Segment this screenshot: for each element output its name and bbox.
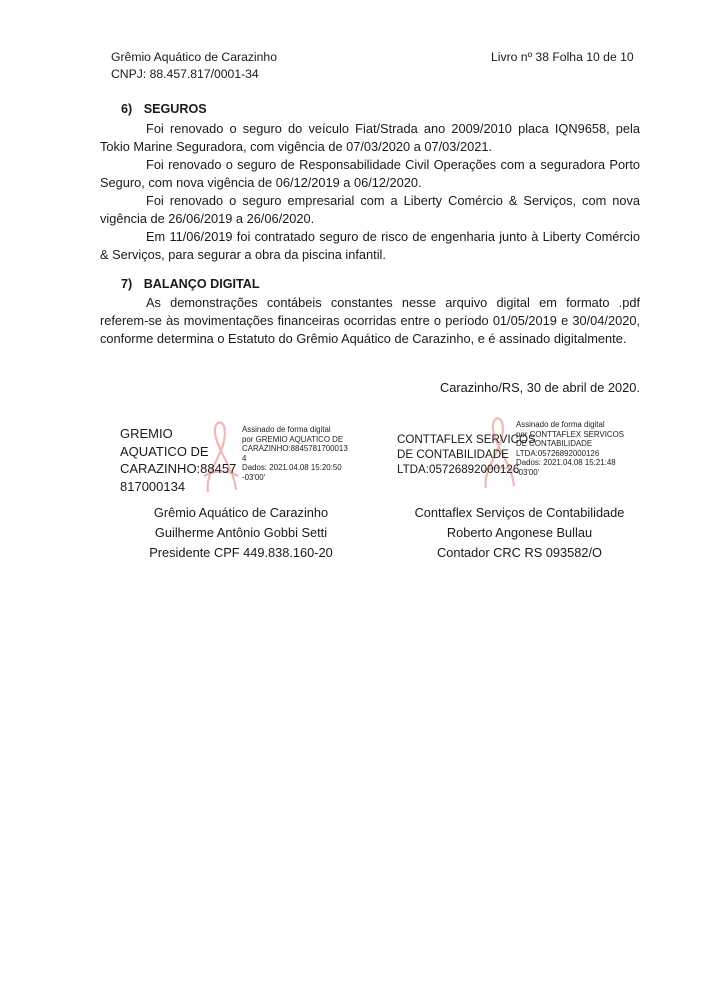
signature-right-name-line: LTDA:05726892000126 bbox=[397, 463, 520, 477]
signature-right-name bbox=[397, 432, 536, 478]
section-7-number: 7) bbox=[121, 277, 133, 291]
section-7-paragraph: As demonstrações contábeis constantes nesse arquivo digital em formato .pdf referem-se às movimentações financeiras ocorridas entre o período 01/05/2019 e 30/04/2020, conforme determina o Estatuto do Grêmio Aquático de Carazinho, e é assinado digitalmente. bbox=[100, 295, 640, 347]
signer-left-line: Grêmio Aquático de Carazinho bbox=[153, 505, 329, 520]
signer-left-line: Guilherme Antônio Gobbi Setti bbox=[154, 525, 328, 540]
signature-left-meta bbox=[242, 425, 348, 483]
signature-left-meta-line: 4 bbox=[242, 453, 247, 463]
section-6-paragraph-3: Foi renovado o seguro empresarial com a Liberty Comércio & Serviços, com nova vigência de 26/06/2019 a 26/06/2020. bbox=[100, 193, 640, 227]
section-7-heading bbox=[121, 277, 260, 291]
section-6-number: 6) bbox=[121, 102, 133, 116]
signature-right-meta-line: LTDA:05726892000126 bbox=[516, 448, 600, 458]
signature-left-name bbox=[120, 425, 236, 495]
signature-right-meta-line: -03'00' bbox=[516, 467, 540, 477]
signature-left-meta-line: CARAZINHO:8845781700013 bbox=[242, 444, 348, 454]
signature-left-name-line: CARAZINHO:88457 bbox=[120, 461, 237, 476]
signer-right-line: Contador CRC RS 093582/O bbox=[436, 545, 603, 560]
signature-left-name-line: 817000134 bbox=[120, 478, 186, 494]
signer-left-line: Presidente CPF 449.838.160-20 bbox=[149, 545, 333, 560]
book-reference: Livro nº 38 Folha 10 de 10 bbox=[491, 50, 634, 64]
signature-right-meta-line: Dados: 2021.04.08 15:21:48 bbox=[516, 458, 616, 468]
org-cnpj: CNPJ: 88.457.817/0001-34 bbox=[111, 67, 259, 81]
signature-left-meta-line: por GREMIO AQUATICO DE bbox=[242, 434, 344, 444]
signature-right-name-line: DE CONTABILIDADE bbox=[397, 448, 509, 462]
signer-left-block bbox=[131, 503, 351, 563]
signer-right-block bbox=[397, 503, 642, 563]
signature-left-name-line: AQUATICO DE bbox=[120, 443, 209, 459]
signature-right-meta-line: por CONTTAFLEX SERVICOS bbox=[516, 429, 625, 439]
header-org bbox=[111, 49, 277, 83]
signer-right-line: Conttaflex Serviços de Contabilidade bbox=[414, 505, 625, 520]
section-6-paragraph-1: Foi renovado o seguro do veículo Fiat/Strada ano 2009/2010 placa IQN9658, pela Tokio Marine Seguradora, com vigência de 07/03/2020 a 07/03/2021. bbox=[100, 121, 640, 155]
section-7-title: BALANÇO DIGITAL bbox=[143, 277, 260, 291]
signature-left-meta-line: Dados: 2021.04.08 15:20:50 bbox=[242, 463, 342, 473]
section-6-title: SEGUROS bbox=[143, 102, 207, 116]
signature-right-name-line: CONTTAFLEX SERVICOS bbox=[397, 433, 536, 446]
place-date: Carazinho/RS, 30 de abril de 2020. bbox=[440, 380, 640, 395]
signature-left-meta-line: Assinado de forma digital bbox=[242, 425, 331, 434]
signature-right-meta-line: DE CONTABILIDADE bbox=[516, 439, 593, 449]
section-6-heading bbox=[121, 102, 207, 116]
signature-left-name-line: GREMIO bbox=[120, 426, 173, 441]
signer-right-line: Roberto Angonese Bullau bbox=[446, 525, 593, 540]
section-6-paragraph-4: Em 11/06/2019 foi contratado seguro de risco de engenharia junto à Liberty Comércio & Serviços, para segurar a obra da piscina infantil. bbox=[100, 229, 640, 263]
signature-right-meta bbox=[516, 420, 624, 478]
signature-right-meta-line: Assinado de forma digital bbox=[516, 420, 605, 429]
section-6-paragraph-2: Foi renovado o seguro de Responsabilidade Civil Operações com a seguradora Porto Seguro, com nova vigência de 06/12/2019 a 06/12/2020. bbox=[100, 157, 640, 191]
signature-left-meta-line: -03'00' bbox=[242, 472, 266, 482]
org-name: Grêmio Aquático de Carazinho bbox=[111, 50, 277, 64]
